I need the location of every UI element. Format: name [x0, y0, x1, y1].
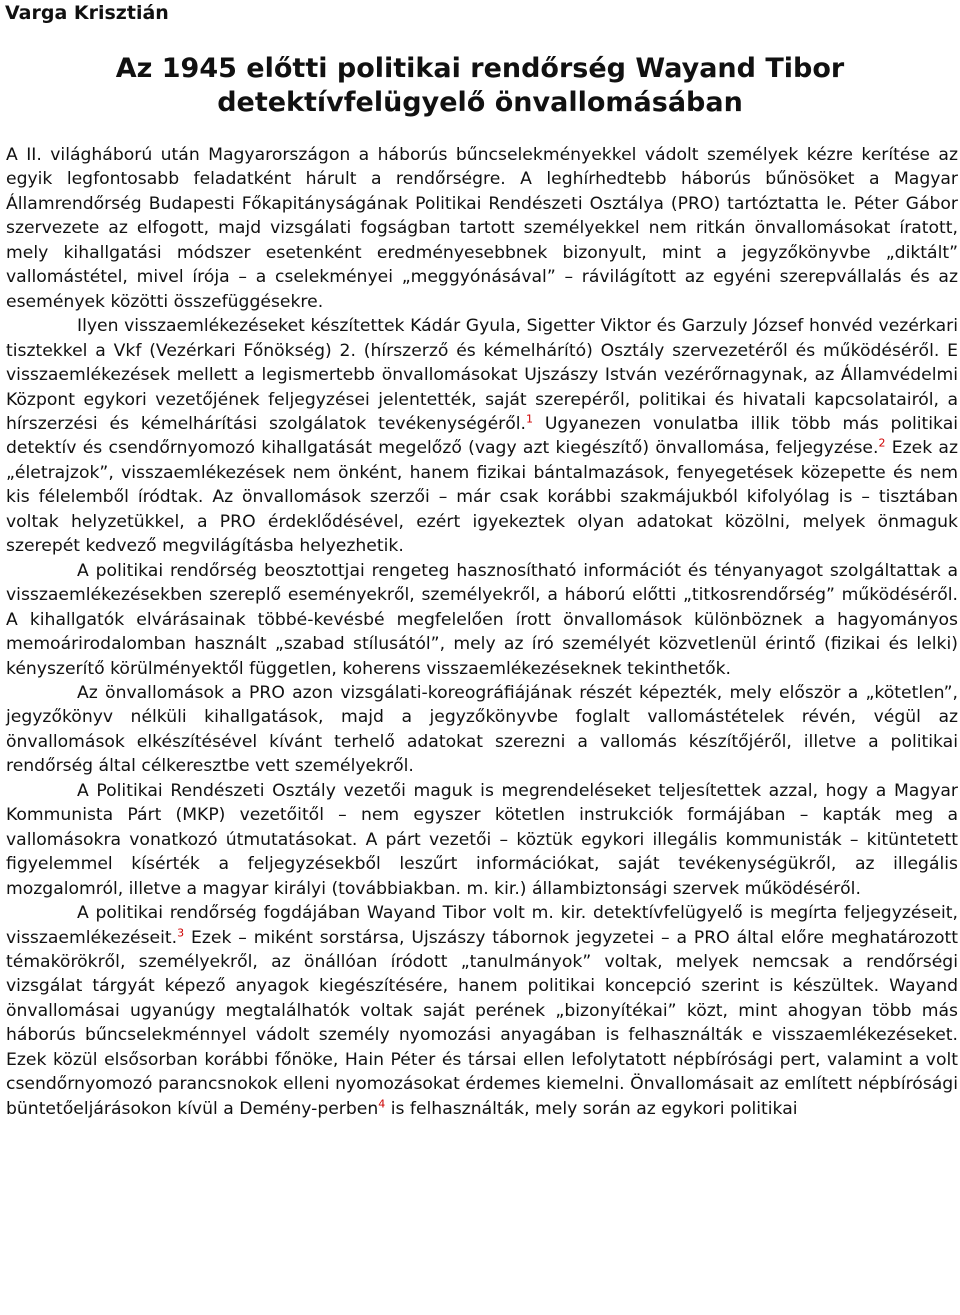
- author-name: Varga Krisztián: [5, 2, 169, 24]
- paragraph-1-text: A II. világháború után Magyarországon a háborús bűncselekményekkel vádolt személyek kézre kerítése az egyik legfontosabb feladatként hárult a rendőrségre. A leghírhedtebb háborús bűnösöket a Magyar Államrendőrség Budapesti Főkapitányságának Politikai Rendészeti Osztálya (PRO) tartóztatta le. Péter Gábor szervezete az elfogott, majd vizsgálati fogságban tartott személyekkel nem ritkán önvallomásokat íratott, mely kihallgatási módszer esetenként eredményesebbnek bizonyult, mint a jegyzőkönyvbe „diktált” vallomástétel, mivel írója – a cselekményei „meggyónásával” – rávilágított az egyéni szerepvállalás és az események közötti összefüggésekre.: [6, 145, 958, 312]
- paragraph-5: [6, 779, 958, 901]
- title-line-2: detektívfelügyelő önvallomásában: [217, 87, 743, 118]
- paragraph-2-text-c: Ezek az „életrajzok”, visszaemlékezések nem önként, hanem fizikai bántalmazások, fenyegetések közepette és nem kis félelemből íródtak. Az önvallomások szerzői – már csak korábbi szakmájukból kifolyólag is – tisztában voltak helyzetükkel, a PRO érdeklődésével, ezért igyekeztek olyan adatokat közölni, melyek önmaguk szerepét kedvező megvilágításba helyezhetik.: [6, 438, 958, 557]
- paragraph-6-text-b: Ezek – miként sorstársa, Ujszászy tábornok jegyzetei – a PRO által előre meghatározott témakörökről, személyekről, az önállóan íródott „tanulmányok” voltak, melyek nemcsak a rendőrségi vizsgálat tárgyát képező anyagok kiegészítésére, hanem politikai koncepció szerint is készültek. Wayand önvallomásai ugyanúgy megtalálhatók voltak saját perének „bizonyítékai” közt, mint ahogyan több más háborús bűncselekménnyel vádolt személy nyomozási anyagában is felhasználták e visszaemlékezéseket. Ezek közül elsősorban korábbi főnöke, Hain Péter és társai ellen lefolytatott népbírósági pert, valamint a volt csendőrnyomozó parancsnokok elleni nyomozásokat érdemes kiemelni. Önvallomásait az említett népbírósági büntetőeljárásokon kívül a Demény-perben: [6, 927, 958, 1119]
- footnote-ref-1[interactable]: 1: [525, 412, 533, 426]
- paragraph-6-text-a: A politikai rendőrség fogdájában Wayand Tibor volt m. kir. detektívfelügyelő is megírta feljegyzéseit, visszaemlékezéseit.: [6, 903, 958, 948]
- paragraph-2: [6, 314, 958, 559]
- paragraph-2-text-b: Ugyanezen vonulatba illik több más politikai detektív és csendőrnyomozó kihallgatását megelőző (vagy azt kiegészítő) önvallomása, feljegyzése.: [6, 413, 959, 459]
- footnote-ref-3[interactable]: 3: [177, 925, 185, 939]
- paragraph-2-text-a: Ilyen visszaemlékezéseket készítettek Kádár Gyula, Sigetter Viktor és Garzuly József honvéd vezérkari tisztekkel a Vkf (Vezérkari Főnökség) 2. (hírszerző és kémelhárító) Osztály szervezetéről és működéséről. E visszaemlékezések mellett a legismertebb önvallomásokat Ujszászy István vezérőrnagynak, az Államvédelmi Központ egykori vezetőjének feljegyzései jelentették, saját szerepéről, politikai és hivatali kapcsolatairól, a hírszerzési és kémelhárítási szolgálatok tevékenységéről.: [6, 316, 958, 434]
- paragraph-1: [6, 143, 958, 314]
- footnote-ref-2[interactable]: 2: [878, 436, 886, 450]
- article-body: [6, 143, 958, 1121]
- paragraph-5-text: A Politikai Rendészeti Osztály vezetői maguk is megrendeléseket teljesítettek azzal, hogy a Magyar Kommunista Párt (MKP) vezetőitől – nem egyszer kötetlen instrukciók formájában – kapták meg a vallomásokra vonatkozó útmutatásokat. A párt vezetői – köztük egykori illegális kommunisták – kitüntetett figyelemmel kísérték a feljegyzésekből leszűrt információkat, saját tevékenységükről, az illegális mozgalomról, illetve a magyar királyi (továbbiakban. m. kir.) állambiztonsági szervek működéséről.: [6, 780, 958, 899]
- page-title: [0, 52, 960, 120]
- title-line-1: Az 1945 előtti politikai rendőrség Wayand Tibor: [115, 53, 845, 84]
- paragraph-4-text: Az önvallomások a PRO azon vizsgálati-koreográfiájának részét képezték, mely először a „kötetlen”, jegyzőkönyv nélküli kihallgatások, majd a jegyzőkönyvbe foglalt vallomástételek révén, végül az önvallomások elkészítésével kívánt terhelő adatokat szerezni a vallomás készítőjéről, illetve a politikai rendőrség által célkeresztbe vett személyekről.: [6, 682, 958, 777]
- paragraph-4: [6, 681, 958, 779]
- paragraph-3: [6, 559, 958, 681]
- footnote-ref-4[interactable]: 4: [378, 1096, 386, 1110]
- paragraph-6-text-c: is felhasználták, mely során az egykori politikai: [385, 1098, 798, 1119]
- paragraph-3-text: A politikai rendőrség beosztottjai rengeteg hasznosítható információt és tényanyagot szolgáltattak a visszaemlékezésekben szereplő eseményekről, személyekről, a háború előtti „titkosrendőrség” működéséről. A kihallgatók elvárásainak többé-kevésbé megfelelően írott önvallomások különböznek a hagyományos memoárirodalomban használt „szabad stílusától”, mely az író személyét közvetlenül érintő (fizikai és lelki) kényszerítő körülményektől független, koherens visszaemlékezéseknek tekinthetők.: [6, 560, 958, 679]
- paragraph-6: [6, 901, 958, 1121]
